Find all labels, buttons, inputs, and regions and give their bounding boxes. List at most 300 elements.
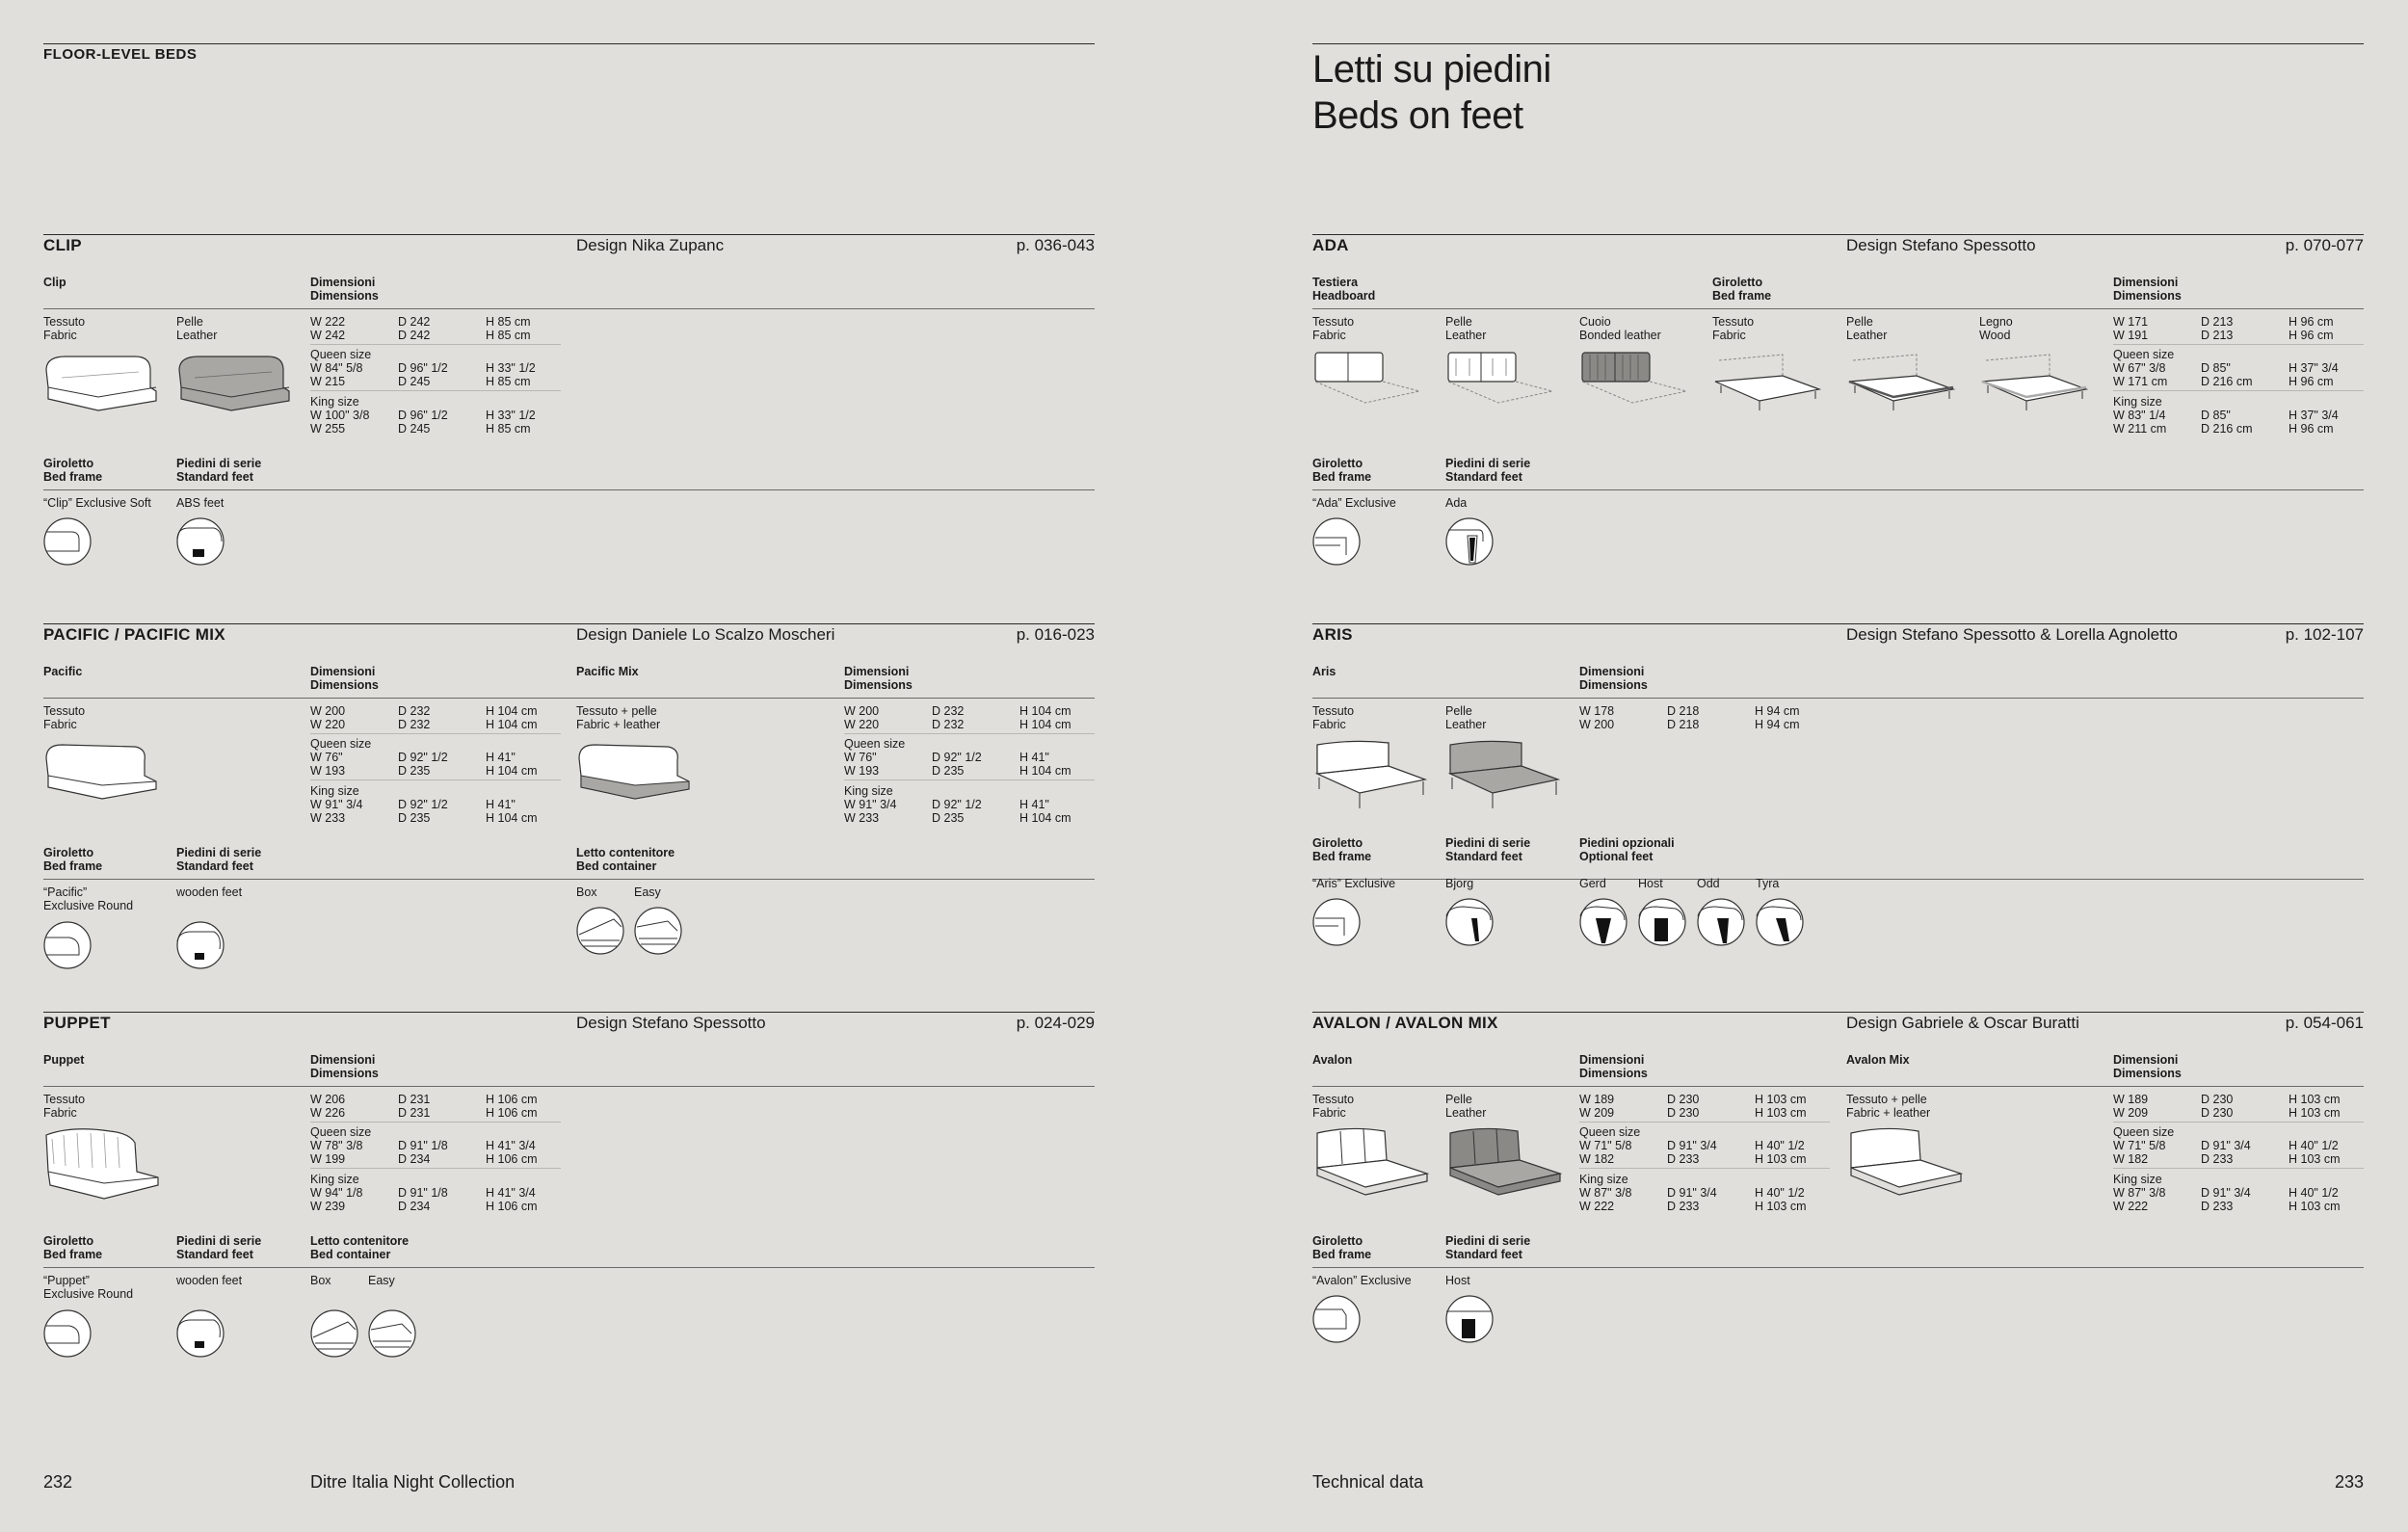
dim-header-it: Dimensioni [310,665,376,678]
variant-label: Cuoio [1579,315,1611,329]
frame-header-it: Giroletto [1312,1234,1363,1248]
section-designer: Design Gabriele & Oscar Buratti [1846,1014,2079,1032]
size-label: King size [1579,1173,1628,1186]
dim-h: H 33" 1/2 [486,361,536,375]
variant-label: Leather [176,329,218,342]
variant-label: Fabric [43,329,77,342]
dim-h: H 103 cm [2289,1093,2341,1106]
dim-d: D 233 [2201,1200,2234,1213]
dim-w: W 233 [310,811,346,825]
container-easy-label: Easy [368,1274,395,1287]
dim-h: H 103 cm [2289,1106,2341,1120]
dim-h: H 37" 3/4 [2289,409,2339,422]
section-pages: p. 054-061 [2285,1014,2364,1032]
dim-h: H 103 cm [1755,1106,1807,1120]
dim-h: H 104 cm [486,718,538,731]
optional-foot-label: Tyra [1756,877,1780,890]
optional-foot-label: Gerd [1579,877,1606,890]
frame-wood-illustration [1978,349,2090,414]
dim-w: W 91" 3/4 [310,798,363,811]
frame-header-it: Giroletto [1712,276,1763,289]
dim-h: H 94 cm [1755,718,1800,731]
feet-header-en: Standard feet [176,470,253,484]
dim-w: W 94" 1/8 [310,1186,363,1200]
dim-d: D 242 [398,315,431,329]
frame-detail-icon [1311,516,1362,567]
variant-label: Fabric + leather [1846,1106,1931,1120]
dim-h: H 104 cm [1019,704,1072,718]
dim-d: D 245 [398,375,431,388]
dim-header-en: Dimensions [2113,1067,2182,1080]
dim-header-it: Dimensioni [2113,1053,2179,1067]
frame-header-en: Bed frame [1312,850,1372,863]
frame-header-en: Bed frame [43,470,103,484]
size-label: Queen size [310,348,372,361]
variant-label: Fabric + leather [576,718,661,731]
optional-feet-header-it: Piedini opzionali [1579,836,1675,850]
dim-d: D 92" 1/2 [398,798,448,811]
section-pages: p. 102-107 [2285,625,2364,644]
frame-header-en: Bed frame [1712,289,1772,303]
feet-header-en: Standard feet [1445,470,1522,484]
dim-w: W 87" 3/8 [2113,1186,2166,1200]
size-label: King size [310,1173,359,1186]
dim-h: H 33" 1/2 [486,409,536,422]
dim-header-en: Dimensions [1579,678,1648,692]
bed-illustration-mix [575,737,693,803]
dim-w: W 178 [1579,704,1615,718]
host-foot-icon [1444,1294,1495,1344]
section-title: ADA [1312,236,1349,254]
dim-h: H 106 cm [486,1152,538,1166]
size-label: Queen size [310,737,372,751]
dim-header-it: Dimensioni [310,1053,376,1067]
dim-header-en: Dimensions [310,289,379,303]
dim-d: D 92" 1/2 [932,751,982,764]
dim-d: D 234 [398,1152,431,1166]
container-easy-label: Easy [634,885,661,899]
dim-w: W 100" 3/8 [310,409,370,422]
optional-feet-header-en: Optional feet [1579,850,1654,863]
dim-d: D 92" 1/2 [398,751,448,764]
dim-w: W 222 [310,315,346,329]
tyra-foot-icon [1755,897,1805,947]
page-number-left: 232 [43,1472,73,1492]
dim-w: W 215 [310,375,346,388]
bed-illustration-fabric [42,1125,162,1204]
dim-h: H 41" 3/4 [486,1186,536,1200]
feet-header-it: Piedini di serie [176,846,262,859]
container-header-it: Letto contenitore [576,846,675,859]
dim-w: W 222 [2113,1200,2149,1213]
variant-label: Tessuto [1712,315,1755,329]
box-container-icon [309,1308,359,1359]
dim-w: W 191 [2113,329,2149,342]
frame-detail-icon [42,1308,93,1359]
frame-name: “Pacific” [43,885,88,899]
dim-w: W 233 [844,811,880,825]
headboard-bonded-leather-illustration [1578,349,1690,414]
dim-h: H 41" [486,798,516,811]
dim-h: H 106 cm [486,1200,538,1213]
size-label: King size [310,395,359,409]
dim-h: H 106 cm [486,1093,538,1106]
dim-h: H 104 cm [1019,764,1072,778]
frame-detail-icon [1311,897,1362,947]
frame-fabric-illustration [1711,349,1823,414]
dim-w: W 67" 3/8 [2113,361,2166,375]
size-label: King size [2113,395,2162,409]
dim-d: D 235 [932,811,965,825]
dim-h: H 96 cm [2289,315,2334,329]
dim-d: D 85" [2201,409,2231,422]
dim-d: D 91" 3/4 [2201,1186,2251,1200]
bed-illustration-leather [1444,737,1562,814]
size-label: Queen size [310,1125,372,1139]
variant-label: Bonded leather [1579,329,1661,342]
frame-header-en: Bed frame [43,859,103,873]
model-label: Clip [43,276,66,289]
model-label: Pacific Mix [576,665,639,678]
dim-h: H 104 cm [486,704,538,718]
feet-header-it: Piedini di serie [1445,457,1531,470]
dim-d: D 233 [2201,1152,2234,1166]
dim-w: W 220 [310,718,346,731]
model-label: Pacific [43,665,83,678]
section-pages: p. 024-029 [1016,1014,1095,1032]
variant-label: Pelle [1445,315,1472,329]
dim-w: W 182 [1579,1152,1615,1166]
variant-label: Leather [1445,718,1487,731]
variant-label: Pelle [1445,1093,1472,1106]
section-pages: p. 016-023 [1016,625,1095,644]
dim-w: W 193 [310,764,346,778]
dim-header-it: Dimensioni [1579,1053,1645,1067]
variant-label: Fabric [1312,329,1346,342]
frame-header-it: Giroletto [43,846,94,859]
dim-d: D 85" [2201,361,2231,375]
gerd-foot-icon [1578,897,1628,947]
section-pages: p. 036-043 [1016,236,1095,254]
variant-label: Fabric [1712,329,1746,342]
variant-label: Tessuto [43,315,86,329]
dim-w: W 242 [310,329,346,342]
dim-d: D 213 [2201,329,2234,342]
variant-label: Leather [1445,329,1487,342]
bed-illustration-leather [175,349,293,414]
dim-d: D 230 [2201,1106,2234,1120]
headboard-leather-illustration [1444,349,1556,414]
dim-d: D 234 [398,1200,431,1213]
optional-foot-label: Odd [1697,877,1720,890]
dim-h: H 103 cm [1755,1200,1807,1213]
frame-header-it: Giroletto [43,457,94,470]
dim-header-it: Dimensioni [310,276,376,289]
feet-name: Bjorg [1445,877,1474,890]
dim-h: H 85 cm [486,375,531,388]
page-title-en: Beds on feet [1312,94,1523,137]
dim-d: D 230 [1667,1106,1700,1120]
dim-d: D 91" 1/8 [398,1186,448,1200]
frame-header-en: Bed frame [1312,470,1372,484]
dim-h: H 40" 1/2 [1755,1186,1805,1200]
feet-name: ABS feet [176,496,225,510]
dim-d: D 213 [2201,315,2234,329]
dim-w: W 222 [1579,1200,1615,1213]
variant-label: Tessuto [43,1093,86,1106]
dim-h: H 41" [1019,798,1049,811]
dim-header-en: Dimensions [310,1067,379,1080]
dim-w: W 83" 1/4 [2113,409,2166,422]
dim-header-en: Dimensions [1579,1067,1648,1080]
variant-label: Fabric [43,718,77,731]
variant-label: Tessuto + pelle [576,704,657,718]
dim-d: D 233 [1667,1200,1700,1213]
bed-illustration-fabric [42,737,160,803]
host-foot-icon [1637,897,1687,947]
abs-foot-icon [175,516,225,567]
feet-header-it: Piedini di serie [176,457,262,470]
frame-detail-icon [1311,1294,1362,1344]
section-pages: p. 070-077 [2285,236,2364,254]
section-title: CLIP [43,236,82,254]
frame-header-it: Giroletto [43,1234,94,1248]
variant-label: Legno [1979,315,2013,329]
dim-d: D 232 [398,718,431,731]
dim-w: W 71" 5/8 [1579,1139,1632,1152]
feet-name: wooden feet [176,885,243,899]
dim-w: W 255 [310,422,346,436]
dim-w: W 220 [844,718,880,731]
variant-label: Tessuto [43,704,86,718]
frame-header-en: Bed frame [43,1248,103,1261]
bed-illustration-mix [1845,1125,1965,1199]
feet-name: wooden feet [176,1274,243,1287]
dim-w: W 189 [2113,1093,2149,1106]
frame-detail-icon [42,516,93,567]
variant-label: Tessuto + pelle [1846,1093,1927,1106]
frame-name: “Clip” Exclusive Soft [43,496,151,510]
dim-h: H 96 cm [2289,375,2334,388]
size-label: Queen size [2113,1125,2175,1139]
dim-w: W 200 [844,704,880,718]
dim-d: D 232 [932,718,965,731]
dim-d: D 235 [398,811,431,825]
dim-w: W 193 [844,764,880,778]
variant-label: Leather [1445,1106,1487,1120]
model-label: Aris [1312,665,1336,678]
dim-h: H 41" [486,751,516,764]
section-designer: Design Stefano Spessotto & Lorella Agnoletto [1846,625,2179,644]
section-designer: Design Daniele Lo Scalzo Moscheri [576,625,835,644]
dim-w: W 189 [1579,1093,1615,1106]
dim-header-en: Dimensions [844,678,913,692]
dim-header-en: Dimensions [2113,289,2182,303]
feet-name: Host [1445,1274,1470,1287]
dim-h: H 103 cm [1755,1152,1807,1166]
frame-detail-icon [42,920,93,970]
dim-w: W 76" [310,751,343,764]
dim-w: W 78" 3/8 [310,1139,363,1152]
dim-w: W 199 [310,1152,346,1166]
dim-h: H 41" 3/4 [486,1139,536,1152]
dim-h: H 104 cm [486,811,538,825]
section-title: ARIS [1312,625,1353,644]
dim-w: W 87" 3/8 [1579,1186,1632,1200]
dim-d: D 230 [1667,1093,1700,1106]
feet-header-en: Standard feet [176,1248,253,1261]
dim-header-it: Dimensioni [2113,276,2179,289]
dim-h: H 85 cm [486,329,531,342]
bjorg-foot-icon [1444,897,1495,947]
dim-header-it: Dimensioni [844,665,910,678]
feet-header-en: Standard feet [1445,850,1522,863]
dim-w: W 211 cm [2113,422,2167,436]
section-title: AVALON / AVALON MIX [1312,1014,1498,1032]
dim-h: H 104 cm [1019,811,1072,825]
feet-header-en: Standard feet [176,859,253,873]
dim-h: H 85 cm [486,315,531,329]
dim-w: W 209 [1579,1106,1615,1120]
dim-d: D 91" 1/8 [398,1139,448,1152]
wooden-foot-icon [175,1308,225,1359]
dim-h: H 37" 3/4 [2289,361,2339,375]
frame-header-en: Bed frame [1312,1248,1372,1261]
container-box-label: Box [310,1274,331,1287]
variant-label: Tessuto [1312,315,1355,329]
variant-label: Pelle [1846,315,1873,329]
dim-w: W 226 [310,1106,346,1120]
feet-header-it: Piedini di serie [176,1234,262,1248]
dim-h: H 96 cm [2289,422,2334,436]
dim-d: D 245 [398,422,431,436]
frame-name: “Puppet” [43,1274,90,1287]
dim-d: D 230 [2201,1093,2234,1106]
dim-d: D 233 [1667,1152,1700,1166]
dim-w: W 239 [310,1200,346,1213]
section-title: PUPPET [43,1014,111,1032]
dim-d: D 218 [1667,704,1700,718]
dim-h: H 103 cm [2289,1200,2341,1213]
dim-d: D 218 [1667,718,1700,731]
wooden-foot-icon [175,920,225,970]
feet-header-en: Standard feet [1445,1248,1522,1261]
section-designer: Design Nika Zupanc [576,236,725,254]
size-label: Queen size [2113,348,2175,361]
dim-w: W 76" [844,751,877,764]
frame-name: Exclusive Round [43,1287,134,1301]
container-header-it: Letto contenitore [310,1234,410,1248]
feet-header-it: Piedini di serie [1445,836,1531,850]
variant-label: Fabric [1312,718,1346,731]
dim-d: D 92" 1/2 [932,798,982,811]
page-title-it: Letti su piedini [1312,48,1551,91]
variant-label: Leather [1846,329,1888,342]
dim-h: H 103 cm [1755,1093,1807,1106]
optional-foot-label: Host [1638,877,1663,890]
dim-w: W 209 [2113,1106,2149,1120]
size-label: Queen size [844,737,906,751]
dim-w: W 91" 3/4 [844,798,897,811]
variant-label: Wood [1979,329,2011,342]
bed-illustration-fabric [42,349,160,414]
dim-d: D 96" 1/2 [398,361,448,375]
dim-d: D 91" 3/4 [1667,1186,1717,1200]
dim-w: W 182 [2113,1152,2149,1166]
dim-d: D 232 [398,704,431,718]
dim-d: D 231 [398,1093,431,1106]
size-label: Queen size [1579,1125,1641,1139]
dim-header-en: Dimensions [310,678,379,692]
dim-h: H 104 cm [1019,718,1072,731]
variant-label: Pelle [1445,704,1472,718]
frame-name: Exclusive Round [43,899,134,912]
dim-h: H 104 cm [486,764,538,778]
dim-d: D 96" 1/2 [398,409,448,422]
frame-leather-illustration [1845,349,1957,414]
dim-h: H 40" 1/2 [1755,1139,1805,1152]
frame-name: “Aris” Exclusive [1312,877,1396,890]
dim-header-it: Dimensioni [1579,665,1645,678]
frame-name: “Avalon” Exclusive [1312,1274,1412,1287]
variant-label: Pelle [176,315,203,329]
dim-d: D 216 cm [2201,375,2253,388]
dim-h: H 40" 1/2 [2289,1186,2339,1200]
page-number-right: 233 [2334,1472,2364,1492]
dim-w: W 171 [2113,315,2149,329]
container-header-en: Bed container [310,1248,391,1261]
dim-h: H 41" [1019,751,1049,764]
frame-name: “Ada” Exclusive [1312,496,1396,510]
model-label: Avalon Mix [1846,1053,1910,1067]
feet-name: Ada [1445,496,1468,510]
dim-d: D 242 [398,329,431,342]
bed-illustration-fabric [1311,1125,1431,1199]
section-designer: Design Stefano Spessotto [576,1014,766,1032]
dim-h: H 94 cm [1755,704,1800,718]
left-page-header: FLOOR-LEVEL BEDS [43,46,198,63]
model-label: Puppet [43,1053,85,1067]
variant-label: Tessuto [1312,704,1355,718]
dim-d: D 216 cm [2201,422,2253,436]
dim-w: W 206 [310,1093,346,1106]
frame-header-it: Giroletto [1312,457,1363,470]
headboard-header-it: Testiera [1312,276,1359,289]
dim-h: H 106 cm [486,1106,538,1120]
dim-h: H 96 cm [2289,329,2334,342]
container-box-label: Box [576,885,597,899]
footer-title-right: Technical data [1312,1472,1424,1492]
ada-foot-icon [1444,516,1495,567]
variant-label: Fabric [1312,1106,1346,1120]
model-label: Avalon [1312,1053,1353,1067]
dim-w: W 200 [310,704,346,718]
size-label: King size [844,784,893,798]
dim-d: D 231 [398,1106,431,1120]
dim-d: D 232 [932,704,965,718]
dim-w: W 84" 5/8 [310,361,363,375]
dim-h: H 103 cm [2289,1152,2341,1166]
box-container-icon [575,906,625,956]
footer-title-left: Ditre Italia Night Collection [310,1472,516,1492]
variant-label: Tessuto [1312,1093,1355,1106]
odd-foot-icon [1696,897,1746,947]
dim-w: W 171 cm [2113,375,2168,388]
dim-h: H 85 cm [486,422,531,436]
dim-d: D 91" 3/4 [2201,1139,2251,1152]
easy-container-icon [633,906,683,956]
bed-illustration-leather [1444,1125,1564,1199]
